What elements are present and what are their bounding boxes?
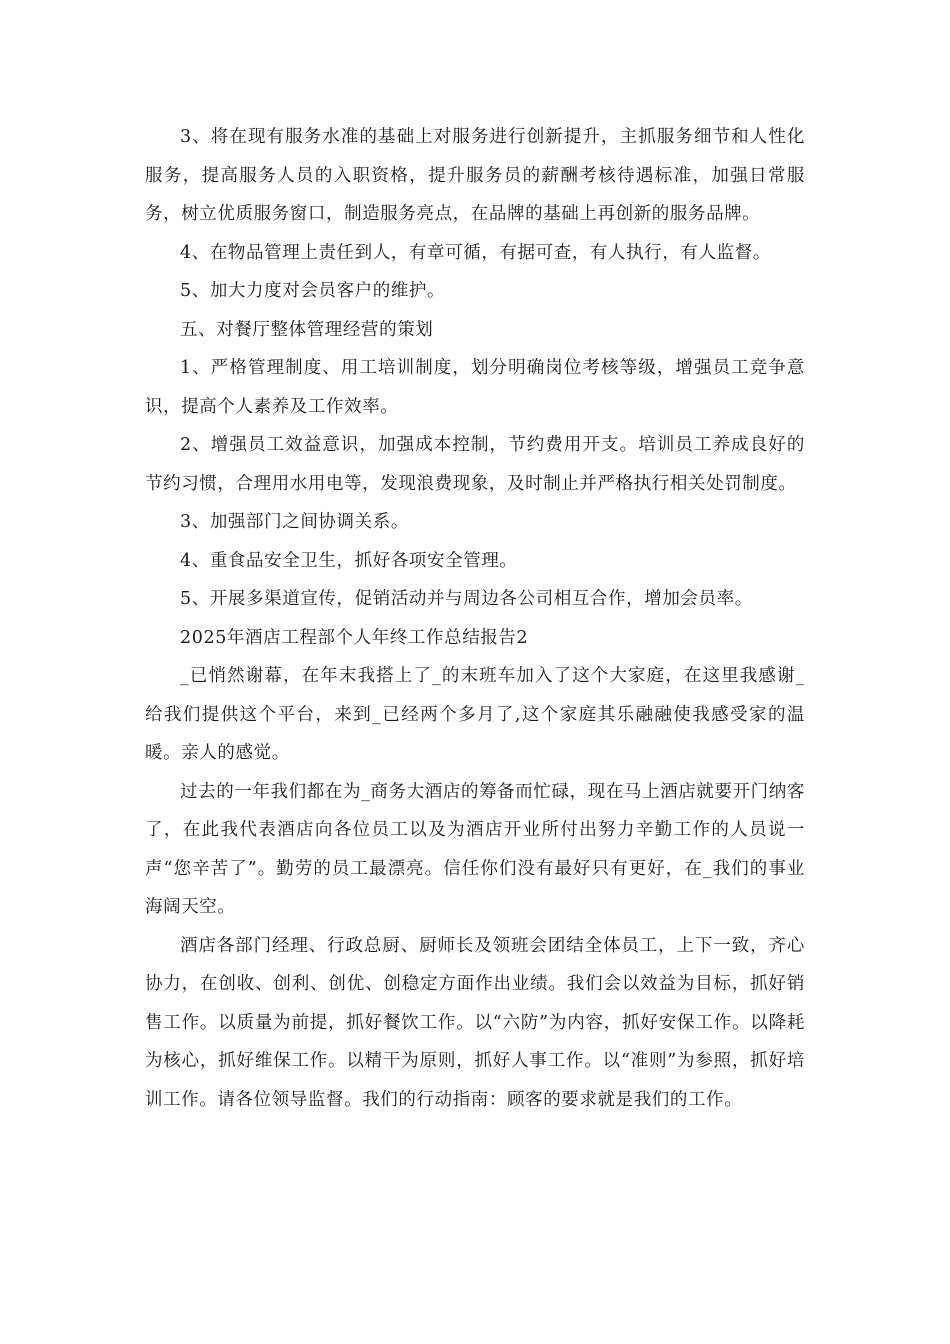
paragraph-introduction: _已悄然谢幕，在年末我搭上了_的末班车加入了这个大家庭，在这里我感谢_给我们提供这个平台，来到_已经两个多月了,这个家庭其乐融融使我感受家的温暖。亲人的感觉。 [145, 666, 805, 763]
paragraph-department-goals: 酒店各部门经理、行政总厨、厨师长及领班会团结全体员工，上下一致，齐心协力，在创收、创利、创优、创稳定方面作出业绩。我们会以效益为目标，抓好销售工作。以质量为前提，抓好餐饮工作。以“六防”为内容，抓好安保工作。以降耗为核心，抓好维保工作。以精干为原则，抓好人事工作。以“准则”为参照，抓好培训工作。请各位领导监督。我们的行动指南：顾客的要求就是我们的工作。 [145, 935, 805, 1110]
paragraph-food-safety: 4、重食品安全卫生，抓好各项安全管理。 [180, 550, 518, 571]
paragraph-past-year: 过去的一年我们都在为_商务大酒店的筹备而忙碌，现在马上酒店就要开门纳客了，在此我代表酒店向各位员工以及为酒店开业所付出努力辛勤工作的人员说一声“您辛苦了”。勤劳的员工最漂亮。信任你们没有最好只有更好，在_我们的事业海阔天空。 [145, 781, 805, 917]
report-title: 2025年酒店工程部个人年终工作总结报告2 [180, 627, 529, 648]
paragraph-cost-control: 2、增强员工效益意识，加强成本控制，节约费用开支。培训员工养成良好的节约习惯，合理用水用电等，发现浪费现象，及时制止并严格执行相关处罚制度。 [145, 435, 805, 494]
paragraph-member-maintenance: 5、加大力度对会员客户的维护。 [180, 281, 446, 301]
document-page [145, 118, 805, 1119]
paragraph-service-innovation: 3、将在现有服务水准的基础上对服务进行创新提升，主抓服务细节和人性化服务，提高服务人员的入职资格，提升服务员的薪酬考核待遇标准，加强日常服务，树立优质服务窗口，制造服务亮点，在品牌的基础上再创新的服务品牌。 [145, 127, 805, 224]
section-heading-restaurant-planning: 五、对餐厅整体管理经营的策划 [180, 319, 434, 340]
paragraph-promotion: 5、开展多渠道宣传，促销活动并与周边各公司相互合作，增加会员率。 [180, 589, 753, 609]
paragraph-management-system: 1、严格管理制度、用工培训制度，划分明确岗位考核等级，增强员工竞争意识，提高个人素养及工作效率。 [145, 358, 805, 417]
paragraph-item-management: 4、在物品管理上责任到人，有章可循，有据可查，有人执行，有人监督。 [180, 242, 771, 263]
paragraph-department-coordination: 3、加强部门之间协调关系。 [180, 512, 409, 532]
